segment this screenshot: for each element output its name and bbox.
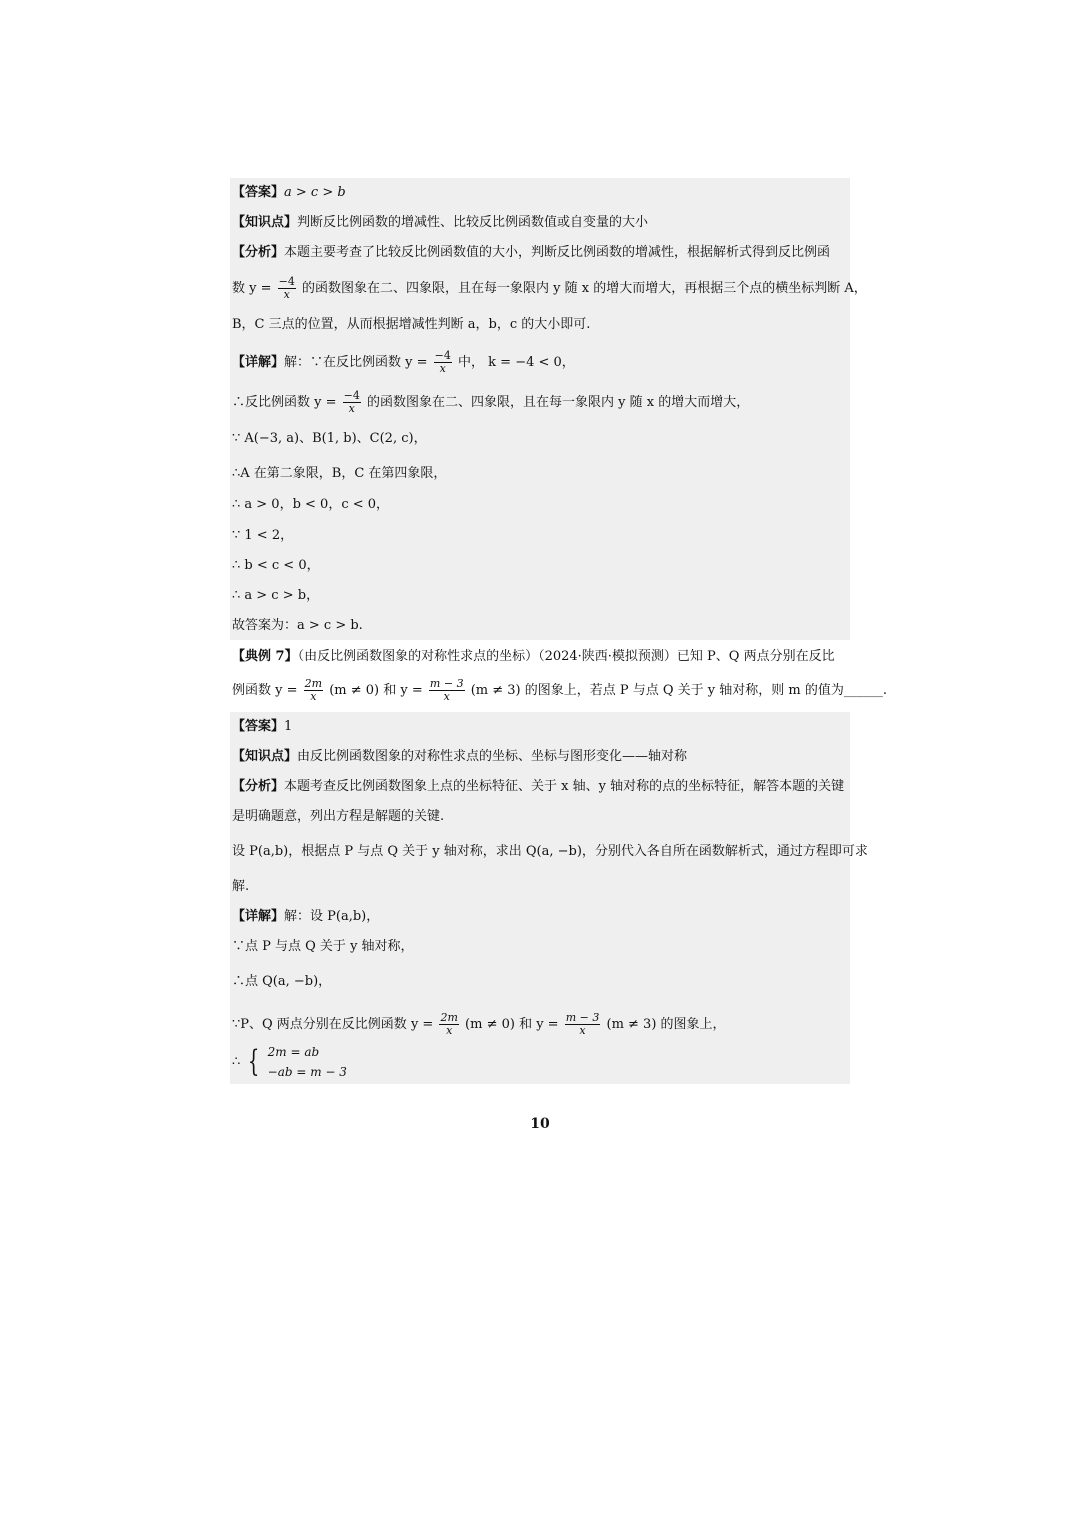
detail-line-2: ∵点 P 与点 Q 关于 y 轴对称，	[232, 939, 414, 954]
knowledge-line: 【知识点】判断反比例函数的增减性、比较反比例函数值或自变量的大小	[232, 215, 649, 230]
analysis-line-1: 【分析】本题考查反比例函数图象上点的坐标特征、关于 x 轴、y 轴对称的点的坐标特征，解答本题的关键	[232, 779, 845, 794]
knowledge-line: 【知识点】由反比例函数图象的对称性求点的坐标、坐标与图形变化——轴对称	[232, 749, 688, 764]
analysis-line-4: 解.	[232, 879, 250, 894]
page-number: 10	[530, 1116, 550, 1132]
answer-line: 【答案】1	[232, 719, 293, 734]
fraction: $\frac{2m}{x}$	[440, 1011, 458, 1037]
example-line-2: 例函数 y = $\frac{2m}{x}$ (m ≠ 0) 和 y = $\frac{m - 3}{x}$ (m ≠ 3) 的图象上，若点 P 与点 Q 关于 y 轴对称，则 m 的值为______.	[232, 677, 888, 703]
analysis-line-3: 设 P(a,b)，根据点 P 与点 Q 关于 y 轴对称，求出 Q(a, −b)，分别代入各自所在函数解析式，通过方程即可求	[232, 844, 868, 859]
solution-block-1	[230, 178, 867, 640]
example-line-1: 【典例 7】（由反比例函数图象的对称性求点的坐标）（2024·陕西·模拟预测）已知 P、Q 两点分别在反比	[232, 649, 835, 664]
equation-system: ∴ { 2m = ab −ab = m − 3	[232, 1044, 347, 1079]
analysis-line-2: 数 y = $\frac{-4}{x}$ 的函数图象在二、四象限，且在每一象限内 y 随 x 的增大而增大，再根据三个点的横坐标判断 A，	[232, 275, 867, 301]
detail-line-8: ∴ a > c > b，	[232, 588, 320, 603]
brace-icon: {	[248, 1044, 260, 1079]
detail-line-7: ∴ b < c < 0，	[232, 558, 320, 573]
analysis-line-2: 是明确题意，列出方程是解题的关键.	[232, 809, 445, 824]
fraction: $\frac{-4}{x}$	[434, 349, 451, 375]
analysis-line-1: 【分析】本题主要考查了比较反比例函数值的大小，判断反比例函数的增减性，根据解析式得到反比例函	[232, 245, 831, 260]
fraction: $\frac{2m}{x}$	[304, 677, 323, 703]
fraction: $\frac{-4}{x}$	[343, 389, 360, 415]
detail-line-1: 【详解】解：∵在反比例函数 y = $\frac{-4}{x}$ 中， k = −4 < 0，	[232, 349, 575, 375]
fraction: $\frac{m - 3}{x}$	[429, 677, 464, 703]
answer-line: 【答案】a > c > b	[232, 185, 346, 200]
fraction: $\frac{m - 3}{x}$	[565, 1011, 600, 1037]
detail-line-5: ∴ a > 0，b < 0，c < 0，	[232, 497, 390, 512]
detail-line-6: ∵ 1 < 2，	[232, 528, 294, 543]
detail-line-1: 【详解】解：设 P(a,b)，	[232, 909, 380, 924]
detail-line-4: ∴A 在第二象限，B，C 在第四象限，	[232, 466, 447, 481]
detail-line-3: ∵ A(−3, a)、B(1, b)、C(2, c)，	[232, 431, 427, 446]
solution-block-2	[230, 712, 868, 1084]
detail-line-3: ∴点 Q(a, −b)，	[232, 974, 332, 989]
detail-line-2: ∴反比例函数 y = $\frac{-4}{x}$ 的函数图象在二、四象限，且在每一象限内 y 随 x 的增大而增大，	[232, 389, 750, 415]
example-block	[230, 640, 888, 712]
analysis-line-3: B，C 三点的位置，从而根据增减性判断 a，b，c 的大小即可.	[232, 317, 591, 332]
detail-line-4: ∵P、Q 两点分别在反比例函数 y = $\frac{2m}{x}$ (m ≠ 0) 和 y = $\frac{m - 3}{x}$ (m ≠ 3) 的图象上，	[232, 1011, 726, 1037]
detail-line-9: 故答案为：a > c > b.	[232, 618, 363, 633]
fraction: $\frac{-4}{x}$	[278, 275, 295, 301]
